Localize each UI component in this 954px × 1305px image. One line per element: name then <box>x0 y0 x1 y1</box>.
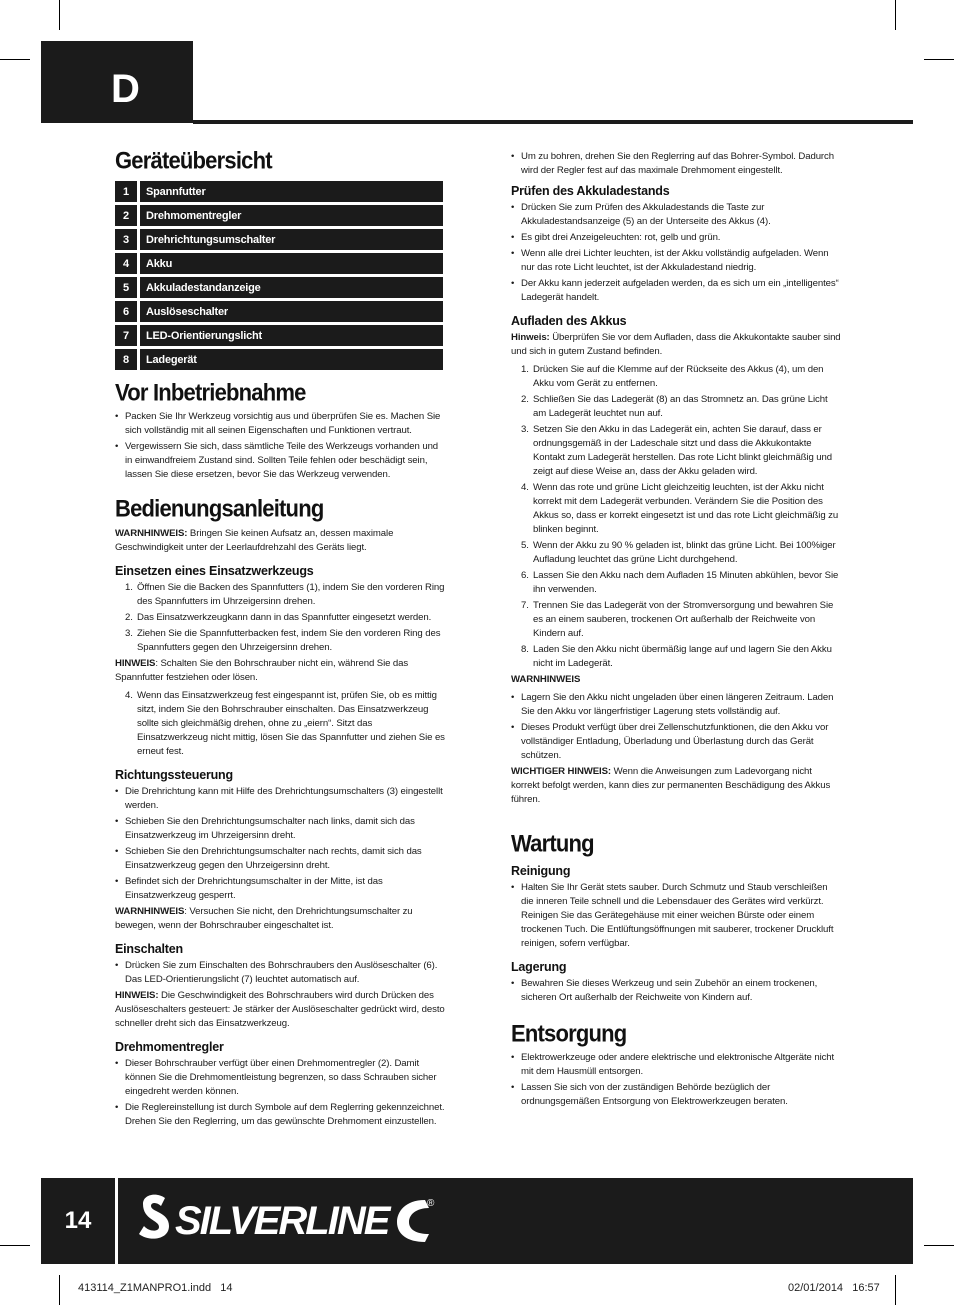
list-item: • Lassen Sie sich von der zuständigen Behörde bezüglich der ordnungsgemäßen Entsorgung von Elektrowerkzeugen beraten. <box>511 1081 841 1109</box>
bedienungsanleitung-title: Bedienungsanleitung <box>115 495 324 523</box>
logo-wordmark: SILVERLINE <box>175 1199 389 1243</box>
crop-mark <box>895 1275 896 1305</box>
einschalten-hint: HINWEIS: Die Geschwindigkeit des Bohrschraubers wird durch Drücken des Auslöseschalters gesteuert: Je stärker der Auslöseschalter gedrückt wird, desto schneller dreht sich das Einsatzwerkzeug. <box>115 989 445 1029</box>
einsetzen-steps <box>125 581 445 655</box>
richtung-list <box>115 785 445 903</box>
einschalten-list <box>115 959 445 987</box>
part-name: Drehmomentregler <box>140 205 443 226</box>
part-name: Akku <box>140 253 443 274</box>
einsetzen-hint: HINWEIS: Schalten Sie den Bohrschrauber nicht ein, während Sie das Spannfutter festziehen oder lösen. <box>115 657 409 683</box>
part-number: 6 <box>115 301 137 322</box>
list-item: • Halten Sie Ihr Gerät stets sauber. Durch Schmutz und Staub verschleißen die inneren Teile schnell und die Lebensdauer des Gerätes wird verkürzt. Reinigen Sie das Gerätegehäuse mit einer weichen Bürste oder einem trockenen Tuch. Die Entlüftungsöffnungen mit sauberer, trockener Druckluft reinigen, sofern verfügbar. <box>511 881 841 951</box>
reinigung-title: Reinigung <box>511 864 571 879</box>
richtung-warning: WARNHINWEIS: Versuchen Sie nicht, den Drehrichtungsumschalter zu bewegen, wenn der Bohrschrauber eingeschaltet ist. <box>115 905 413 931</box>
crop-mark <box>924 59 954 60</box>
parts-title: Geräteübersicht <box>115 146 272 174</box>
list-item: 4. Wenn das Einsatzwerkzeug fest eingespannt ist, prüfen Sie, ob es mittig sitzt, indem Sie den Bohrschrauber einschalten. Das Einsatzwerkzeug sollte sich gleichmäßig drehen, ohne zu „eiern“. Sitzt das Einsatzwerkzeug nicht mittig, lösen Sie das Spannfutter und ziehen Sie es erneut fest. <box>125 689 445 757</box>
list-item: 3. Setzen Sie den Akku in das Ladegerät ein, achten Sie darauf, dass er ordnungsgemäß in der Ladeschale sitzt und dass die Akkukontakte Kontakt zum Ladegerät herstellen. Das rote Licht blinkt gleichmäßig und zeigt auf diese Weise an, dass der Akku geladen wird. <box>521 424 833 477</box>
list-item: 3. Ziehen Sie die Spannfutterbacken fest, indem Sie den vorderen Ring des Spannfutters gegen den Uhrzeigersinn drehen. <box>125 627 441 653</box>
part-number: 3 <box>115 229 137 250</box>
entsorgung-list <box>511 1051 841 1109</box>
part-number: 5 <box>115 277 137 298</box>
crop-mark <box>59 0 60 30</box>
crop-mark <box>0 59 30 60</box>
crop-mark <box>0 1245 30 1246</box>
page-number: 14 <box>64 1207 92 1234</box>
list-item: • Der Akku kann jederzeit aufgeladen werden, da es sich um ein „intelligentes“ Ladegerät handelt. <box>511 277 841 305</box>
part-name: Drehrichtungsumschalter <box>140 229 443 250</box>
list-item: 4. Wenn das rote und grüne Licht gleichzeitig leuchten, ist der Akku nicht korrekt mit dem Ladegerät verbunden. Verändern Sie die Position des Akkus so, dass er korrekt eingesetzt ist und das rote Licht gleichmäßig zu blinken beginnt. <box>521 482 839 535</box>
part-row <box>115 325 445 346</box>
list-item: • Drücken Sie zum Einschalten des Bohrschraubers den Auslöseschalter (6). Das LED-Orientierungslicht (7) leuchtet automatisch auf. <box>115 959 445 987</box>
footer-divider <box>115 1178 118 1264</box>
list-item: • Lagern Sie den Akku nicht ungeladen über einen längeren Zeitraum. Laden Sie den Akku vor längerfristiger Lagerung stets vollständig auf. <box>511 691 841 719</box>
list-item: 2. Das Einsatzwerkzeugkann dann in das Spannfutter eingesetzt werden. <box>125 611 432 623</box>
part-name: Akkuladestandanzeige <box>140 277 443 298</box>
aufladen-important: WICHTIGER HINWEIS: Wenn die Anweisungen zum Ladevorgang nicht korrekt befolgt werden, kann dies zur permanenten Beschädigung des Akkus führen. <box>511 766 831 805</box>
slug-left: 413114_Z1MANPRO1.indd 14 <box>78 1282 233 1294</box>
part-number: 2 <box>115 205 137 226</box>
part-number: 4 <box>115 253 137 274</box>
part-number: 8 <box>115 349 137 370</box>
list-item: • Die Reglereinstellung ist durch Symbole auf dem Reglerring gekennzeichnet. Drehen Sie den Reglerring, um das gewünschte Drehmoment einzustellen. <box>115 1101 445 1129</box>
part-name: LED-Orientierungslicht <box>140 325 443 346</box>
bohren-list <box>511 150 841 178</box>
list-item: • Elektrowerkzeuge oder andere elektrische und elektronische Altgeräte nicht mit dem Hausmüll entsorgen. <box>511 1051 841 1079</box>
right-column <box>511 150 841 1111</box>
list-item: 5. Wenn der Akku zu 90 % geladen ist, blinkt das grüne Licht. Bei 100%iger Aufladung leuchtet das grüne Licht durchgehend. <box>521 540 836 565</box>
language-letter: D <box>111 67 139 111</box>
list-item: • Schieben Sie den Drehrichtungsumschalter nach rechts, damit sich das Einsatzwerkzeug gegen den Uhrzeigersinn dreht. <box>115 845 445 873</box>
aufladen-hint: Hinweis: Überprüfen Sie vor dem Aufladen, dass die Akkukontakte sauber sind und sich in gutem Zustand befinden. <box>511 332 841 357</box>
drehmoment-list <box>115 1057 445 1129</box>
left-column <box>115 148 445 1131</box>
list-item: • Befindet sich der Drehrichtungsumschalter in der Mitte, ist das Einsatzwerkzeug gesperrt. <box>115 875 445 903</box>
list-item: • Die Drehrichtung kann mit Hilfe des Drehrichtungsumschalters (3) eingestellt werden. <box>115 785 445 813</box>
part-row <box>115 229 445 250</box>
list-item: • Dieser Bohrschrauber verfügt über einen Drehmomentregler (2). Damit können Sie die Drehmomentleistung begrenzen, so dass Schrauben sicher eingedreht werden können. <box>115 1057 445 1099</box>
part-row <box>115 181 445 202</box>
pruefen-list <box>511 201 841 305</box>
aufladen-steps <box>521 363 841 671</box>
part-number: 7 <box>115 325 137 346</box>
list-item: 6. Lassen Sie den Akku nach dem Aufladen 15 Minuten abkühlen, bevor Sie ihn verwenden. <box>521 570 839 595</box>
drehmoment-title: Drehmomentregler <box>115 1039 224 1054</box>
bedienung-warning: WARNHINWEIS: Bringen Sie keinen Aufsatz an, dessen maximale Geschwindigkeit unter der Leerlaufdrehzahl des Geräts liegt. <box>115 527 394 553</box>
reinigung-list <box>511 881 841 951</box>
registered-mark: ® <box>427 1198 435 1209</box>
list-item: • Dieses Produkt verfügt über drei Zellenschutzfunktionen, die den Akku vor vollständiger Entladung, Überladung und Überlastung durch das Gerät schützen. <box>511 721 841 763</box>
einschalten-title: Einschalten <box>115 941 183 956</box>
list-item: • Es gibt drei Anzeigeleuchten: rot, gelb und grün. <box>511 231 841 245</box>
part-number: 1 <box>115 181 137 202</box>
entsorgung-title: Entsorgung <box>511 1020 627 1048</box>
parts-list <box>115 181 445 370</box>
lagerung-list <box>511 977 841 1005</box>
part-row <box>115 349 445 370</box>
list-item: • Um zu bohren, drehen Sie den Reglerring auf das Bohrer-Symbol. Dadurch wird der Regler fest auf das maximale Drehmoment eingestellt. <box>511 150 841 178</box>
list-item: 1. Öffnen Sie die Backen des Spannfutters (1), indem Sie den vorderen Ring des Spannfutters im Uhrzeigersinn drehen. <box>125 581 445 607</box>
part-name: Ladegerät <box>140 349 443 370</box>
list-item: • Bewahren Sie dieses Werkzeug und sein Zubehör an einem trockenen, sicheren Ort außerhalb der Reichweite von Kindern auf. <box>511 977 841 1005</box>
list-item: 7. Trennen Sie das Ladegerät von der Stromversorgung und bewahren Sie es an einem sauberen, trockenen Ort außerhalb der Reichweite von Kindern auf. <box>521 600 834 639</box>
list-item: • Drücken Sie zum Prüfen des Akkuladestands die Taste zur Akkuladestandsanzeige (5) an der Unterseite des Akkus (4). <box>511 201 841 229</box>
crop-mark <box>924 1245 954 1246</box>
richtung-title: Richtungssteuerung <box>115 767 233 782</box>
list-item: 1. Drücken Sie auf die Klemme auf der Rückseite des Akkus (4), um den Akku vom Gerät zu entfernen. <box>521 364 824 389</box>
language-tab <box>41 41 193 123</box>
part-row <box>115 277 445 298</box>
list-item: • Schieben Sie den Drehrichtungsumschalter nach links, damit sich das Einsatzwerkzeug im Uhrzeigersinn dreht. <box>115 815 445 843</box>
aufladen-title: Aufladen des Akkus <box>511 314 627 328</box>
part-row <box>115 205 445 226</box>
list-item: • Packen Sie Ihr Werkzeug vorsichtig aus und überprüfen Sie es. Machen Sie sich vollständig mit all seinen Eigenschaften und Funktionen vertraut. <box>115 410 445 438</box>
footer-bar <box>41 1178 913 1264</box>
list-item: 2. Schließen Sie das Ladegerät (8) an das Stromnetz an. Das grüne Licht am Ladegerät leuchtet nun auf. <box>521 394 828 419</box>
vor-inbetriebnahme-title: Vor Inbetriebnahme <box>115 379 306 407</box>
aufladen-warning-list <box>511 691 841 763</box>
list-item: • Wenn alle drei Lichter leuchten, ist der Akku vollständig aufgeladen. Wenn nur das rote Licht leuchtet, ist der Akkuladestand niedrig. <box>511 247 841 275</box>
lagerung-title: Lagerung <box>511 960 567 975</box>
vor-inbetriebnahme-list <box>115 410 445 482</box>
list-item: • Vergewissern Sie sich, dass sämtliche Teile des Werkzeugs vorhanden und in einwandfreiem Zustand sind. Sollten Teile fehlen oder beschädigt sein, lassen Sie diese ersetzen, bevor Sie das Werkzeug verwenden. <box>115 440 445 482</box>
part-row <box>115 253 445 274</box>
pruefen-title: Prüfen des Akkuladestands <box>511 184 670 198</box>
part-row <box>115 301 445 322</box>
list-item: 8. Laden Sie den Akku nicht übermäßig lange auf und lagern Sie den Akku nicht im Ladegerät. <box>521 644 832 669</box>
crop-mark <box>895 0 896 30</box>
crop-mark <box>59 1275 60 1305</box>
part-name: Auslöseschalter <box>140 301 443 322</box>
einsetzen-step-4 <box>125 689 445 759</box>
slug-right: 02/01/2014 16:57 <box>788 1282 880 1294</box>
wartung-title: Wartung <box>511 829 594 857</box>
part-name: Spannfutter <box>140 181 443 202</box>
header-rule <box>193 120 913 124</box>
silverline-logo <box>135 1190 475 1252</box>
einsetzen-title: Einsetzen eines Einsatzwerkzeugs <box>115 563 314 578</box>
aufladen-warning-label: WARNHINWEIS <box>511 674 581 685</box>
